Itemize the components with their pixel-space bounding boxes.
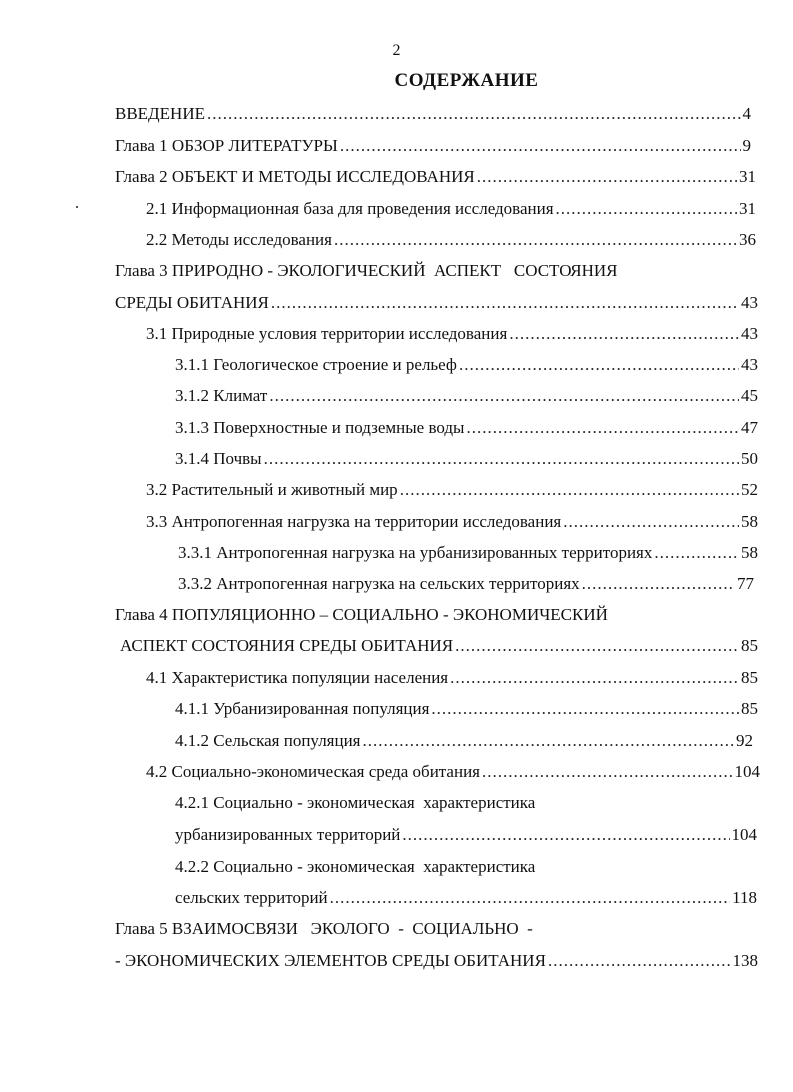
dot-leader [477,165,737,189]
toc-entry-page: 58 [741,543,758,562]
dot-leader [334,228,737,252]
dot-leader [400,478,739,502]
toc-entry-page: 50 [741,449,758,468]
toc-entry-title: урбанизированных территорий [175,825,401,844]
toc-entry-page: 43 [741,355,758,374]
toc-entry-title: 3.3.2 Антропогенная нагрузка на сельских территориях [178,574,580,593]
toc-entry-4-1-2[interactable] [175,729,753,753]
toc-entry-page: 9 [742,136,751,155]
toc-entry-2-2[interactable] [146,228,756,252]
toc-entry-4-2-1-line-1[interactable] [175,791,695,815]
toc-entry-4-2-2-line-2[interactable] [175,886,757,910]
dot-leader [207,102,741,126]
dot-leader [455,634,739,658]
toc-entry-title: 4.2.1 Социально - экономическая характеристика [175,793,536,812]
toc-entry-3-1-4[interactable] [175,447,758,471]
toc-entry-title: 4.1 Характеристика популяции населения [146,668,449,687]
dot-leader [402,823,729,847]
toc-entry-page: 52 [741,480,758,499]
toc-entry-title: 3.1.2 Климат [175,386,268,405]
toc-entry-title: 3.1.3 Поверхностные и подземные воды [175,418,465,437]
toc-entry-page: 4 [742,104,751,123]
toc-entry-chapter-4-line-1[interactable] [115,603,735,627]
toc-entry-title: 4.2.2 Социально - экономическая характеристика [175,857,536,876]
toc-entry-page: 85 [741,668,758,687]
toc-entry-title: Глава 5 ВЗАИМОСВЯЗИ ЭКОЛОГО - СОЦИАЛЬНО - [115,919,533,938]
toc-entry-chapter-4-line-2[interactable] [120,634,758,658]
toc-entry-3-1-3[interactable] [175,416,758,440]
toc-entry-chapter-5-line-1[interactable] [115,917,675,941]
dot-leader [582,572,735,596]
toc-entry-chapter-3-line-1[interactable] [115,259,735,283]
dot-leader [363,729,734,753]
dot-leader [482,760,733,784]
toc-entry-page: 104 [734,762,760,781]
toc-entry-2-1[interactable] [146,197,756,221]
dot-leader [556,197,737,221]
toc-entry-page: 104 [731,825,757,844]
toc-entry-title: - ЭКОНОМИЧЕСКИХ ЭЛЕМЕНТОВ СРЕДЫ ОБИТАНИЯ [115,951,546,970]
toc-entry-title: 3.2 Растительный и животный мир [146,480,398,499]
dot-leader [269,384,739,408]
toc-entry-title: 4.2 Социально-экономическая среда обитания [146,762,480,781]
toc-entry-4-2-1-line-2[interactable] [175,823,757,847]
toc-entry-page: 43 [741,324,758,343]
dot-leader [459,353,739,377]
dot-leader [330,886,730,910]
page-title: СОДЕРЖАНИЕ [394,70,539,91]
toc-entry-chapter-1[interactable] [115,134,751,158]
toc-entry-4-2[interactable] [146,760,760,784]
toc-entry-title: 4.1.2 Сельская популяция [175,731,361,750]
dot-leader [509,322,739,346]
toc-entry-title: Глава 2 ОБЪЕКТ И МЕТОДЫ ИССЛЕДОВАНИЯ [115,167,475,186]
toc-entry-4-1[interactable] [146,666,758,690]
toc-entry-page: 43 [741,293,758,312]
toc-entry-title: Глава 1 ОБЗОР ЛИТЕРАТУРЫ [115,136,338,155]
toc-entry-introduction[interactable] [115,102,751,126]
toc-entry-chapter-3-line-2[interactable] [115,291,758,315]
toc-entry-title: сельских территорий [175,888,328,907]
toc-entry-title: 2.2 Методы исследования [146,230,332,249]
toc-entry-title: 3.3.1 Антропогенная нагрузка на урбанизированных территориях [178,543,653,562]
toc-entry-title: ВВЕДЕНИЕ [115,104,205,123]
page-number: 2 [392,42,401,59]
toc-entry-3-1-2[interactable] [175,384,758,408]
toc-entry-page: 77 [737,574,754,593]
toc-entry-3-3-2[interactable] [178,572,754,596]
toc-entry-title: Глава 4 ПОПУЛЯЦИОННО – СОЦИАЛЬНО - ЭКОНОМИЧЕСКИЙ [115,605,608,624]
dot-leader [271,291,739,315]
toc-entry-3-3[interactable] [146,510,758,534]
toc-entry-3-3-1[interactable] [178,541,758,565]
toc-entry-3-1[interactable] [146,322,758,346]
toc-entry-page: 85 [741,699,758,718]
dot-leader [450,666,739,690]
toc-entry-page: 138 [732,951,758,970]
toc-entry-page: 92 [736,731,753,750]
toc-entry-title: 3.1.4 Почвы [175,449,262,468]
toc-entry-page: 58 [741,512,758,531]
toc-entry-title: 3.3 Антропогенная нагрузка на территории исследования [146,512,562,531]
toc-entry-title: 4.1.1 Урбанизированная популяция [175,699,430,718]
dot-leader [264,447,739,471]
toc-entry-chapter-2[interactable] [115,165,756,189]
toc-entry-page: 85 [741,636,758,655]
toc-entry-page: 31 [739,167,756,186]
toc-entry-page: 31 [739,199,756,218]
dot-leader [548,949,731,973]
toc-entry-page: 47 [741,418,758,437]
toc-entry-title: СРЕДЫ ОБИТАНИЯ [115,293,269,312]
toc-entry-title: Глава 3 ПРИРОДНО - ЭКОЛОГИЧЕСКИЙ АСПЕКТ СОСТОЯНИЯ [115,261,618,280]
dot-leader [466,416,739,440]
toc-entry-4-2-2-line-1[interactable] [175,855,695,879]
toc-entry-page: 36 [739,230,756,249]
dot-leader [654,541,739,565]
dot-leader [340,134,741,158]
toc-entry-page: 45 [741,386,758,405]
toc-entry-title: 2.1 Информационная база для проведения исследования [146,199,554,218]
toc-entry-page: 118 [732,888,757,907]
toc-entry-chapter-5-line-2[interactable] [115,949,758,973]
dot-leader [431,697,739,721]
toc-entry-4-1-1[interactable] [175,697,758,721]
toc-entry-3-2[interactable] [146,478,758,502]
toc-entry-title: 3.1 Природные условия территории исследования [146,324,508,343]
toc-entry-title: 3.1.1 Геологическое строение и рельеф [175,355,457,374]
toc-entry-3-1-1[interactable] [175,353,758,377]
dot-leader [563,510,739,534]
toc-entry-title: АСПЕКТ СОСТОЯНИЯ СРЕДЫ ОБИТАНИЯ [120,636,454,655]
